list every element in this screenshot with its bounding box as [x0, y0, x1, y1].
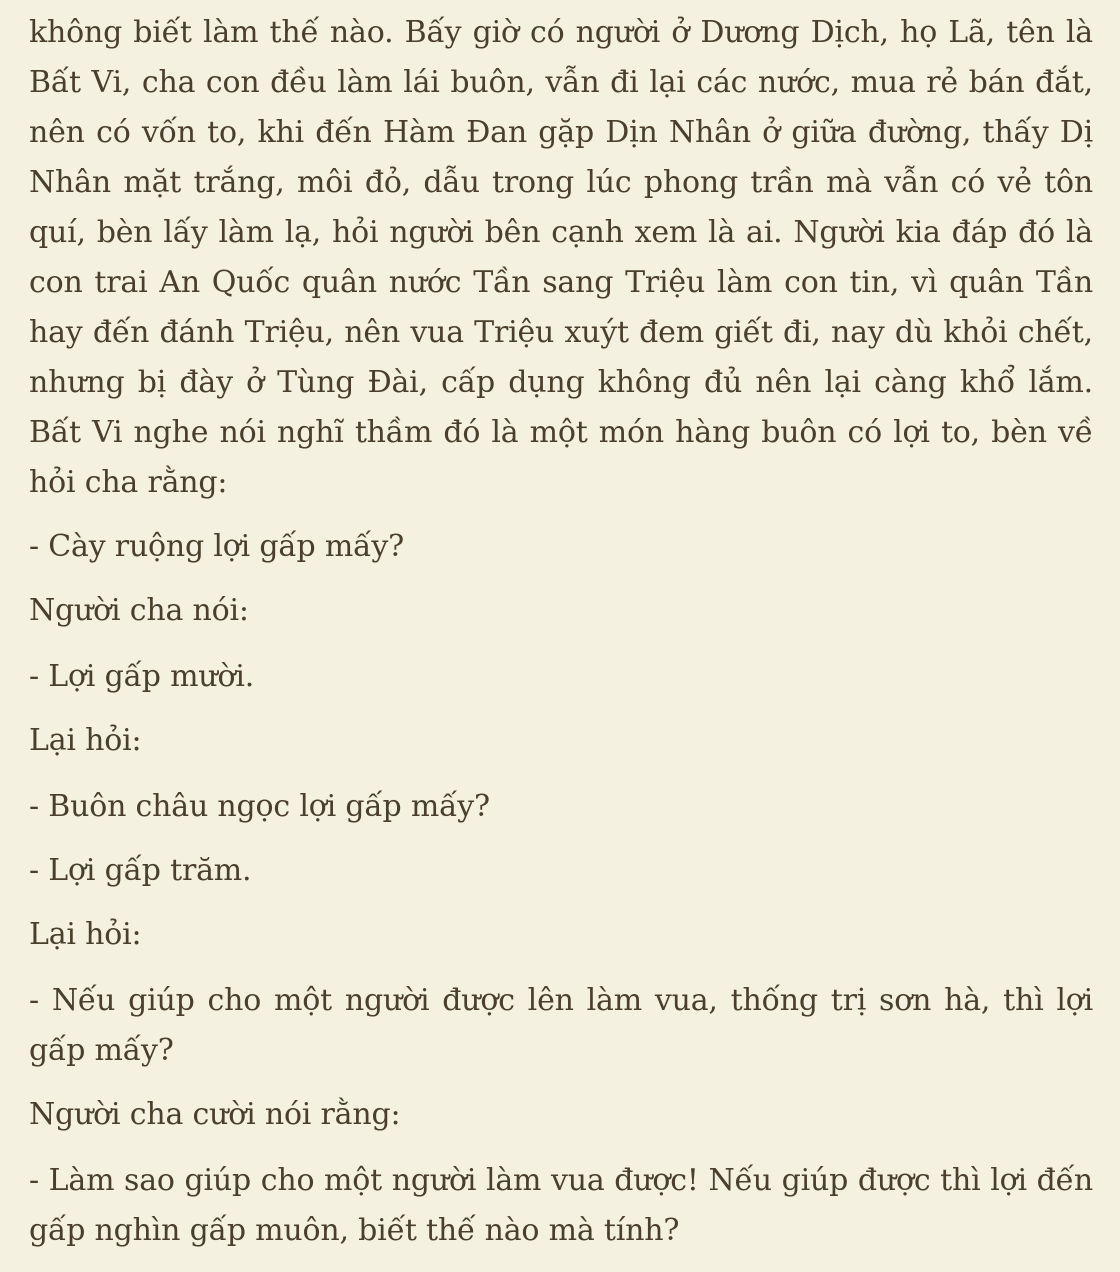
narrative-line: Lại hỏi:	[29, 723, 142, 758]
dialogue-line: - Cày ruộng lợi gấp mấy?	[29, 529, 404, 564]
dialogue-paragraph: - Nếu giúp cho một người được lên làm vua, thống trị sơn hà, thì lợi gấp mấy?	[29, 983, 1093, 1068]
dialogue-paragraph: - Làm sao giúp cho một người làm vua được! Nếu giúp được thì lợi đến gấp nghìn gấp muôn, biết thế nào mà tính?	[29, 1163, 1093, 1248]
narrative-line: Người cha cười nói rằng:	[29, 1097, 401, 1132]
dialogue-line: - Lợi gấp mười.	[29, 659, 255, 694]
dialogue-line: - Buôn châu ngọc lợi gấp mấy?	[29, 789, 490, 824]
narrative-paragraph: không biết làm thế nào. Bấy giờ có người ở Dương Dịch, họ Lã, tên là Bất Vi, cha con đều làm lái buôn, vẫn đi lại các nước, mua rẻ bán đắt, nên có vốn to, khi đến Hàm Đan gặp Dịn Nhân ở giữa đường, thấy Dị Nhân mặt trắng, môi đỏ, dẫu trong lúc phong trần mà vẫn có vẻ tôn quí, bèn lấy làm lạ, hỏi người bên cạnh xem là ai. Người kia đáp đó là con trai An Quốc quân nước Tần sang Triệu làm con tin, vì quân Tần hay đến đánh Triệu, nên vua Triệu xuýt đem giết đi, nay dù khỏi chết, nhưng bị đày ở Tùng Đài, cấp dụng không đủ nên lại càng khổ lắm. Bất Vi nghe nói nghĩ thầm đó là một món hàng buôn có lợi to, bèn về hỏi cha rằng:	[29, 15, 1093, 500]
narrative-line: Lại hỏi:	[29, 917, 142, 952]
narrative-line: Người cha nói:	[29, 593, 249, 628]
dialogue-line: - Lợi gấp trăm.	[29, 853, 252, 888]
